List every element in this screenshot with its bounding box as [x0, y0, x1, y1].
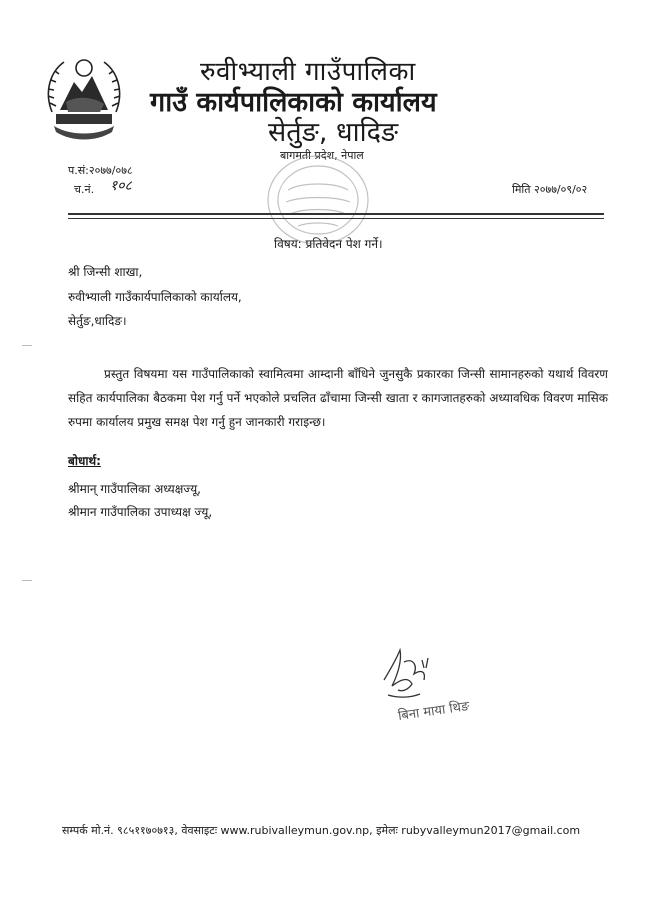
letter-body: प्रस्तुत विषयमा यस गाउँपालिकाको स्वामित्वमा आम्दानी बाँधिने जुनसुकै प्रकारका जिन्सी सामानहरुको यथार्थ विवरण सहित कार्यपालिका बैठकमा पेश गर्नु पर्ने भएकोले प्रचलित ढाँचामा जिन्सी खाता र कागजातहरुको अध्यावधिक विवरण मासिक रुपमा कार्यालय प्रमुख समक्ष पेश गर्नु हुन जानकारी गराइन्छ। — [68, 367, 608, 429]
nepal-emblem-icon — [42, 52, 126, 144]
dispatch-number-value: १०८ — [110, 178, 132, 194]
contact-footer: सम्पर्क मो.नं. ९८५११७०७१३, वेवसाइटः www.rubivalleymun.gov.np, इमेलः rubyvalleymun2017@gmail.com — [62, 824, 581, 837]
cc-line-2: श्रीमान गाउँपालिका उपाध्यक्ष ज्यू, — [68, 505, 213, 519]
scan-mark — [22, 580, 32, 581]
office-name: रुवीभ्याली गाउँपालिका — [200, 57, 416, 87]
subject-line: विषय: प्रतिवेदन पेश गर्ने। — [274, 237, 383, 251]
signatory-name: बिना माया थिङ — [397, 699, 471, 724]
cc-label: बोधार्थ: — [68, 454, 101, 468]
office-title: गाउँ कार्यपालिकाको कार्यालय — [150, 87, 437, 118]
cc-line-1: श्रीमान् गाउँपालिका अध्यक्षज्यू, — [68, 482, 201, 496]
addressee-line-3: सेर्तुङ,धादिङ। — [68, 314, 127, 328]
office-address: सेर्तुङ, धादिङ — [268, 117, 399, 148]
scan-mark — [22, 345, 32, 346]
reference-number: प.सं:२०७७/०७८ — [68, 164, 133, 177]
addressee-line-1: श्री जिन्सी शाखा, — [68, 265, 143, 279]
province-line: बागमती प्रदेश, नेपाल — [280, 149, 364, 162]
header-divider-thin — [68, 218, 604, 219]
header-divider-thick — [68, 213, 604, 215]
addressee-line-2: रुवीभ्याली गाउँकार्यपालिकाको कार्यालय, — [68, 290, 242, 304]
dispatch-number-label: च.नं. — [74, 183, 95, 196]
letter-date: मिति २०७७/०९/०२ — [512, 183, 588, 196]
